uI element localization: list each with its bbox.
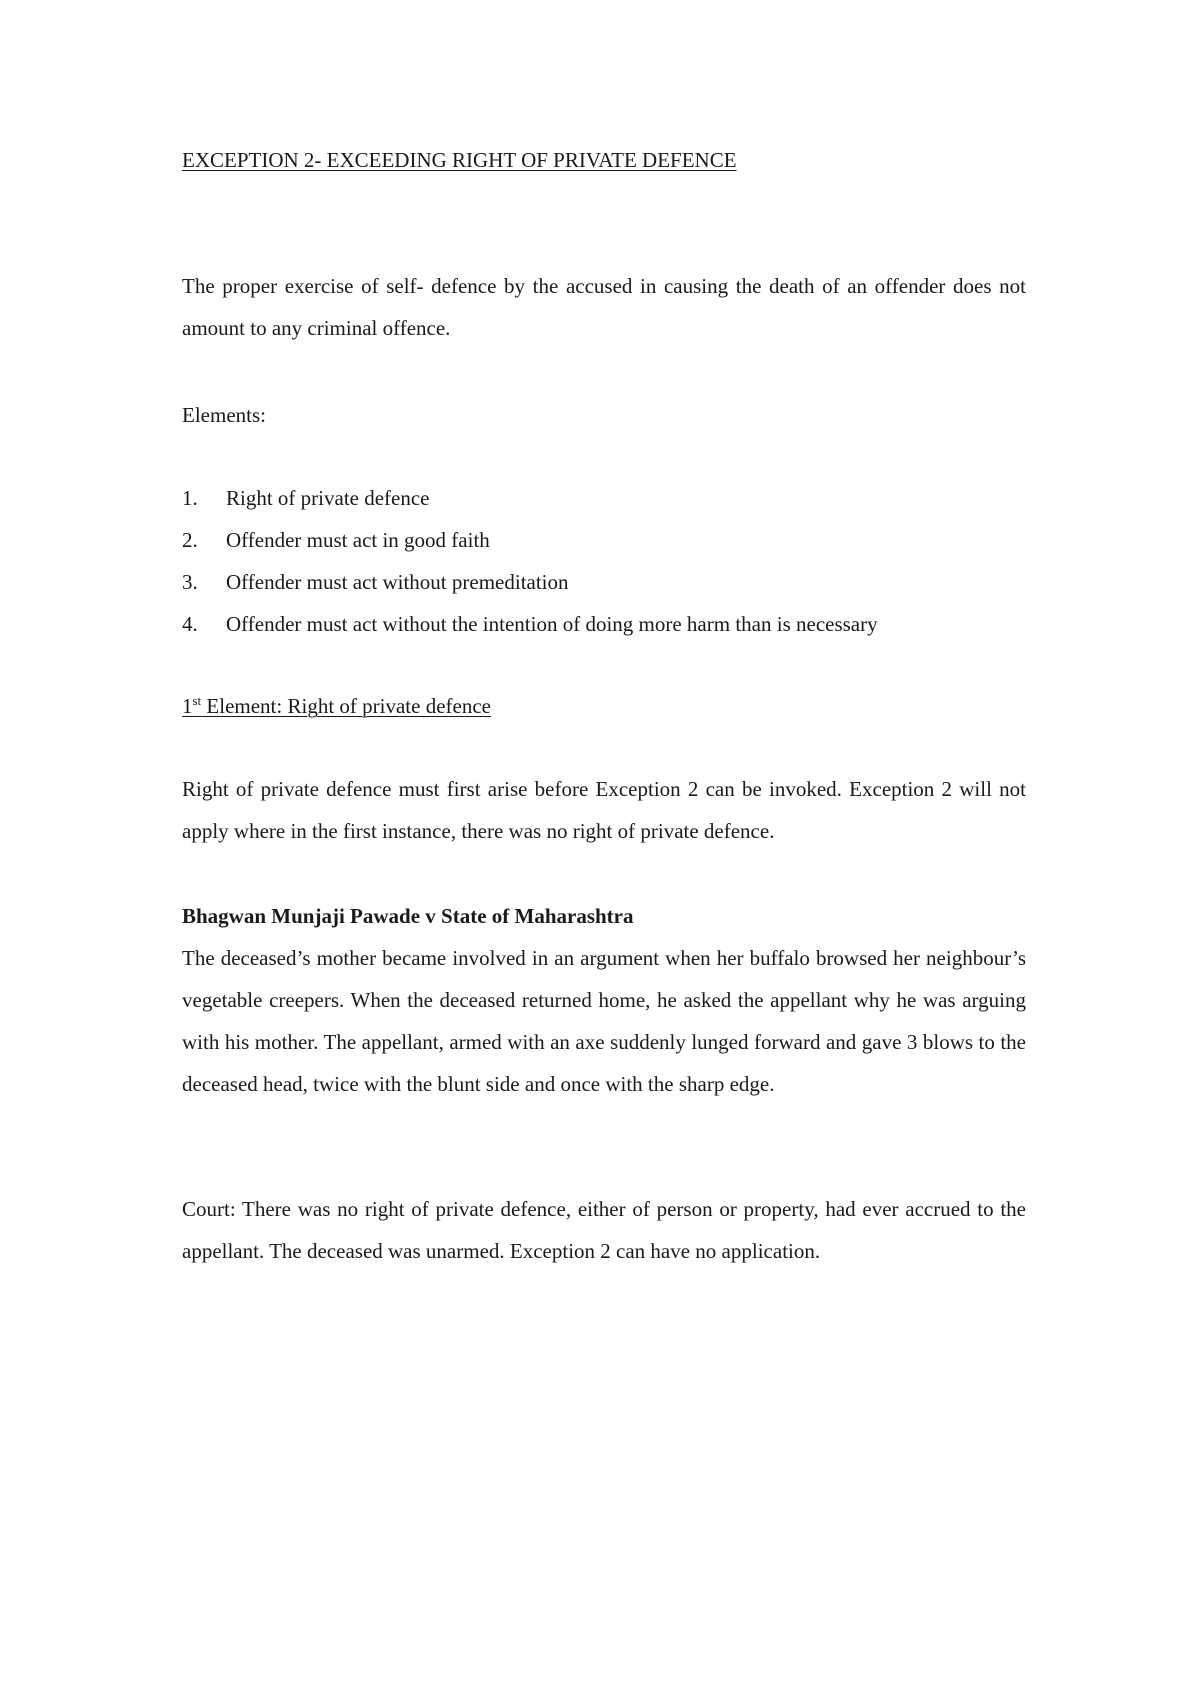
intro-paragraph: The proper exercise of self- defence by the accused in causing the death of an offender does not amount to any criminal offence. xyxy=(182,274,1026,340)
list-item-text: Offender must act without premeditation xyxy=(226,570,569,594)
court-paragraph: Court: There was no right of private defence, either of person or property, had ever accrued to the appellant. The deceased was unarmed. Exception 2 can have no application. xyxy=(182,1197,1026,1263)
list-item-number: 4. xyxy=(182,612,198,636)
list-item xyxy=(182,603,1026,645)
subheading-ordinal-number: 1 xyxy=(182,694,193,718)
element-subheading xyxy=(182,685,1026,727)
right-of-private-defence-paragraph: Right of private defence must first arise before Exception 2 can be invoked. Exception 2 will not apply where in the first instance, there was no right of private defence. xyxy=(182,777,1026,843)
case-facts-paragraph: The deceased’s mother became involved in an argument when her buffalo browsed her neighbour’s vegetable creepers. When the deceased returned home, he asked the appellant why he was arguing with his mother. The appellant, armed with an axe suddenly lunged forward and gave 3 blows to the deceased head, twice with the blunt side and once with the sharp edge. xyxy=(182,946,1026,1096)
subheading-ordinal-suffix: st xyxy=(192,693,202,708)
subheading-text: Element: Right of private defence xyxy=(201,694,491,718)
case-title: Bhagwan Munjaji Pawade v State of Maharashtra xyxy=(182,904,634,928)
list-item xyxy=(182,519,1026,561)
list-item-number: 3. xyxy=(182,570,198,594)
list-item-number: 2. xyxy=(182,528,198,552)
list-item-number: 1. xyxy=(182,486,198,510)
list-item-text: Offender must act without the intention of doing more harm than is necessary xyxy=(226,612,878,636)
list-item xyxy=(182,561,1026,603)
list-item-text: Right of private defence xyxy=(226,486,430,510)
elements-label: Elements: xyxy=(182,403,266,427)
document-heading: EXCEPTION 2- EXCEEDING RIGHT OF PRIVATE DEFENCE xyxy=(182,148,737,172)
list-item xyxy=(182,477,1026,519)
elements-list xyxy=(182,477,1026,645)
list-item-text: Offender must act in good faith xyxy=(226,528,490,552)
